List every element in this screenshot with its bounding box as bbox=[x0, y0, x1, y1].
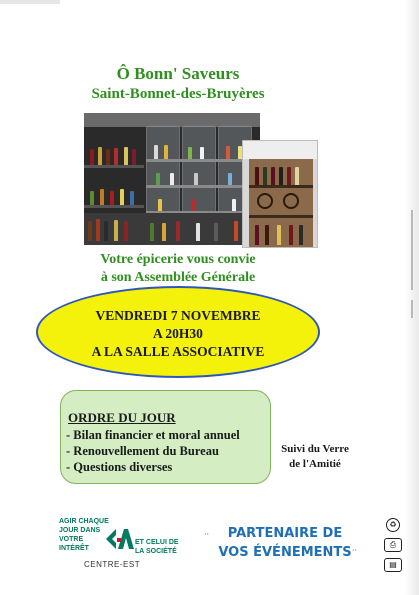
sponsor-tagline: AGIR CHAQUE JOUR DANS VOTRE INTÉRÊT bbox=[59, 518, 109, 552]
shop-name: Ô Bonn' Saveurs bbox=[116, 64, 240, 83]
partner-line-2: VOS ÉVÉNEMENTS bbox=[218, 545, 352, 560]
recycle-icon: ♻ bbox=[386, 518, 400, 532]
event-place: A LA SALLE ASSOCIATIVE bbox=[91, 344, 265, 359]
decor-spark: ‧· bbox=[204, 530, 210, 539]
town-name: Saint-Bonnet-des-Bruyères bbox=[91, 86, 265, 102]
invitation-line-2: à son Assemblée Générale bbox=[100, 270, 256, 285]
scan-mark bbox=[411, 210, 413, 290]
scan-edge bbox=[405, 0, 419, 595]
agenda-title: ORDRE DU JOUR bbox=[68, 410, 176, 425]
agenda-item: - Questions diverses bbox=[66, 460, 173, 474]
sponsor-social: ET CELUI DE LA SOCIÉTÉ bbox=[135, 539, 179, 555]
invitation-line-1: Votre épicerie vous convie bbox=[100, 252, 256, 267]
event-time: A 20H30 bbox=[153, 326, 203, 341]
partner-line-1: PARTENAIRE DE bbox=[227, 526, 343, 541]
sponsor-region: CENTRE-EST bbox=[84, 560, 141, 569]
agenda-item: - Bilan financier et moral annuel bbox=[66, 428, 240, 442]
print-icon: ⎙ bbox=[384, 538, 402, 552]
bank-logo bbox=[104, 527, 134, 551]
decor-spark: ·‧ bbox=[352, 546, 358, 555]
event-date: VENDREDI 7 NOVEMBRE bbox=[95, 308, 261, 323]
scan-artifact bbox=[0, 0, 60, 4]
grocery-shelves-photo bbox=[84, 113, 260, 245]
note-line-1: Suivi du Verre bbox=[281, 443, 349, 455]
agenda-item: - Renouvellement du Bureau bbox=[66, 444, 219, 458]
pefc-icon: ▤ bbox=[384, 558, 402, 572]
scan-mark bbox=[411, 300, 413, 318]
note-line-2: de l'Amitié bbox=[289, 458, 341, 470]
wine-shelf-photo bbox=[242, 140, 318, 248]
